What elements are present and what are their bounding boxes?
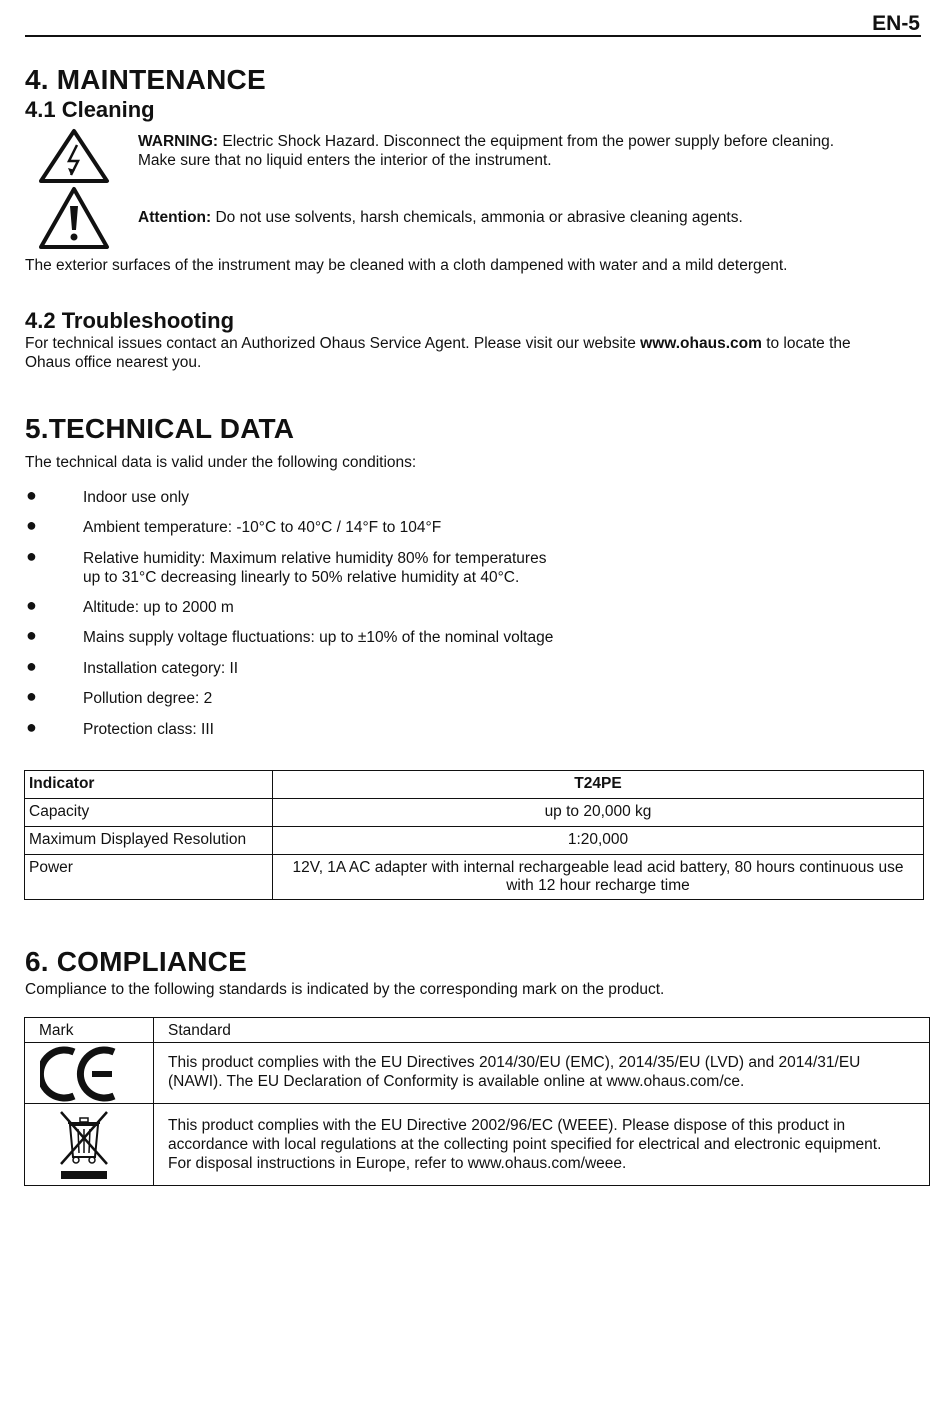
bullet: ● xyxy=(26,625,37,645)
section-title-technical-data: 5.TECHNICAL DATA xyxy=(25,413,295,444)
troubleshooting-line-1: For technical issues contact an Authorized Ohaus Service Agent. Please visit our website www.ohaus.com to locate the xyxy=(25,335,851,352)
table-cell: Power xyxy=(25,855,273,900)
condition-item-continued: up to 31°C decreasing linearly to 50% relative humidity at 40°C. xyxy=(83,569,520,586)
standard-cell: This product complies with the EU Directive 2002/96/EC (WEEE). Please dispose of this product in accordance with local regulations at the collecting point specified for electrical and electronic equipment. For disposal instructions in Europe, refer to www.ohaus.com/weee. xyxy=(154,1104,930,1186)
table-cell: up to 20,000 kg xyxy=(273,799,924,827)
mark-cell xyxy=(25,1104,154,1186)
subsection-title-cleaning: 4.1 Cleaning xyxy=(25,97,155,122)
bullet: ● xyxy=(26,595,37,615)
mark-cell xyxy=(25,1043,154,1104)
table-row xyxy=(25,827,924,855)
table-cell: Maximum Displayed Resolution xyxy=(25,827,273,855)
bullet: ● xyxy=(26,485,37,505)
condition-item: Ambient temperature: -10°C to 40°C / 14°F to 104°F xyxy=(83,519,442,536)
condition-item: Mains supply voltage fluctuations: up to ±10% of the nominal voltage xyxy=(83,629,554,646)
condition-item: Indoor use only xyxy=(83,489,189,506)
table-header-cell: T24PE xyxy=(273,771,924,799)
table-row xyxy=(25,799,924,827)
technical-intro: The technical data is valid under the following conditions: xyxy=(25,454,417,471)
table-header-row xyxy=(25,1018,930,1043)
table-header-row xyxy=(25,771,924,799)
cleaning-exterior-text: The exterior surfaces of the instrument may be cleaned with a cloth dampened with water and a mild detergent. xyxy=(25,257,788,274)
condition-item: Relative humidity: Maximum relative humidity 80% for temperatures xyxy=(83,550,547,567)
bullet: ● xyxy=(26,546,37,566)
subsection-title-troubleshooting: 4.2 Troubleshooting xyxy=(25,308,235,333)
bullet: ● xyxy=(26,656,37,676)
section-title-maintenance: 4. MAINTENANCE xyxy=(25,64,266,95)
general-warning-icon xyxy=(38,186,110,250)
condition-item: Pollution degree: 2 xyxy=(83,690,213,707)
bullet: ● xyxy=(26,515,37,535)
table-row xyxy=(25,1043,930,1104)
page-number: EN-5 xyxy=(872,12,920,35)
condition-item: Installation category: II xyxy=(83,660,239,677)
ce-mark-icon xyxy=(26,1044,152,1102)
weee-crossed-bin-icon xyxy=(26,1105,152,1181)
table-header-cell: Indicator xyxy=(25,771,273,799)
table-cell: 1:20,000 xyxy=(273,827,924,855)
standard-cell: This product complies with the EU Directives 2014/30/EU (EMC), 2014/35/EU (LVD) and 2014/31/EU (NAWI). The EU Declaration of Conformity is available online at www.ohaus.com/ce. xyxy=(154,1043,930,1104)
table-row xyxy=(25,855,924,900)
bullet: ● xyxy=(26,717,37,737)
attention-line: Attention: Do not use solvents, harsh chemicals, ammonia or abrasive cleaning agents. xyxy=(138,209,743,226)
table-header-cell: Standard xyxy=(154,1018,930,1043)
troubleshooting-line-2: Ohaus office nearest you. xyxy=(25,354,202,371)
table-cell: 12V, 1A AC adapter with internal rechargeable lead acid battery, 80 hours continuous use with 12 hour recharge time xyxy=(273,855,924,900)
warning-line-2: Make sure that no liquid enters the interior of the instrument. xyxy=(138,152,552,169)
website-link[interactable]: www.ohaus.com xyxy=(640,335,762,352)
compliance-intro: Compliance to the following standards is indicated by the corresponding mark on the product. xyxy=(25,981,665,998)
condition-item: Protection class: III xyxy=(83,721,214,738)
section-title-compliance: 6. COMPLIANCE xyxy=(25,946,247,977)
warning-line-1: WARNING: Electric Shock Hazard. Disconnect the equipment from the power supply before cleaning. xyxy=(138,133,835,150)
compliance-table xyxy=(24,1017,930,1186)
condition-item: Altitude: up to 2000 m xyxy=(83,599,234,616)
header-rule xyxy=(25,35,921,37)
table-cell: Capacity xyxy=(25,799,273,827)
electric-shock-warning-icon xyxy=(38,128,110,184)
technical-data-table xyxy=(24,770,924,900)
table-row xyxy=(25,1104,930,1186)
bullet: ● xyxy=(26,686,37,706)
table-header-cell: Mark xyxy=(25,1018,154,1043)
